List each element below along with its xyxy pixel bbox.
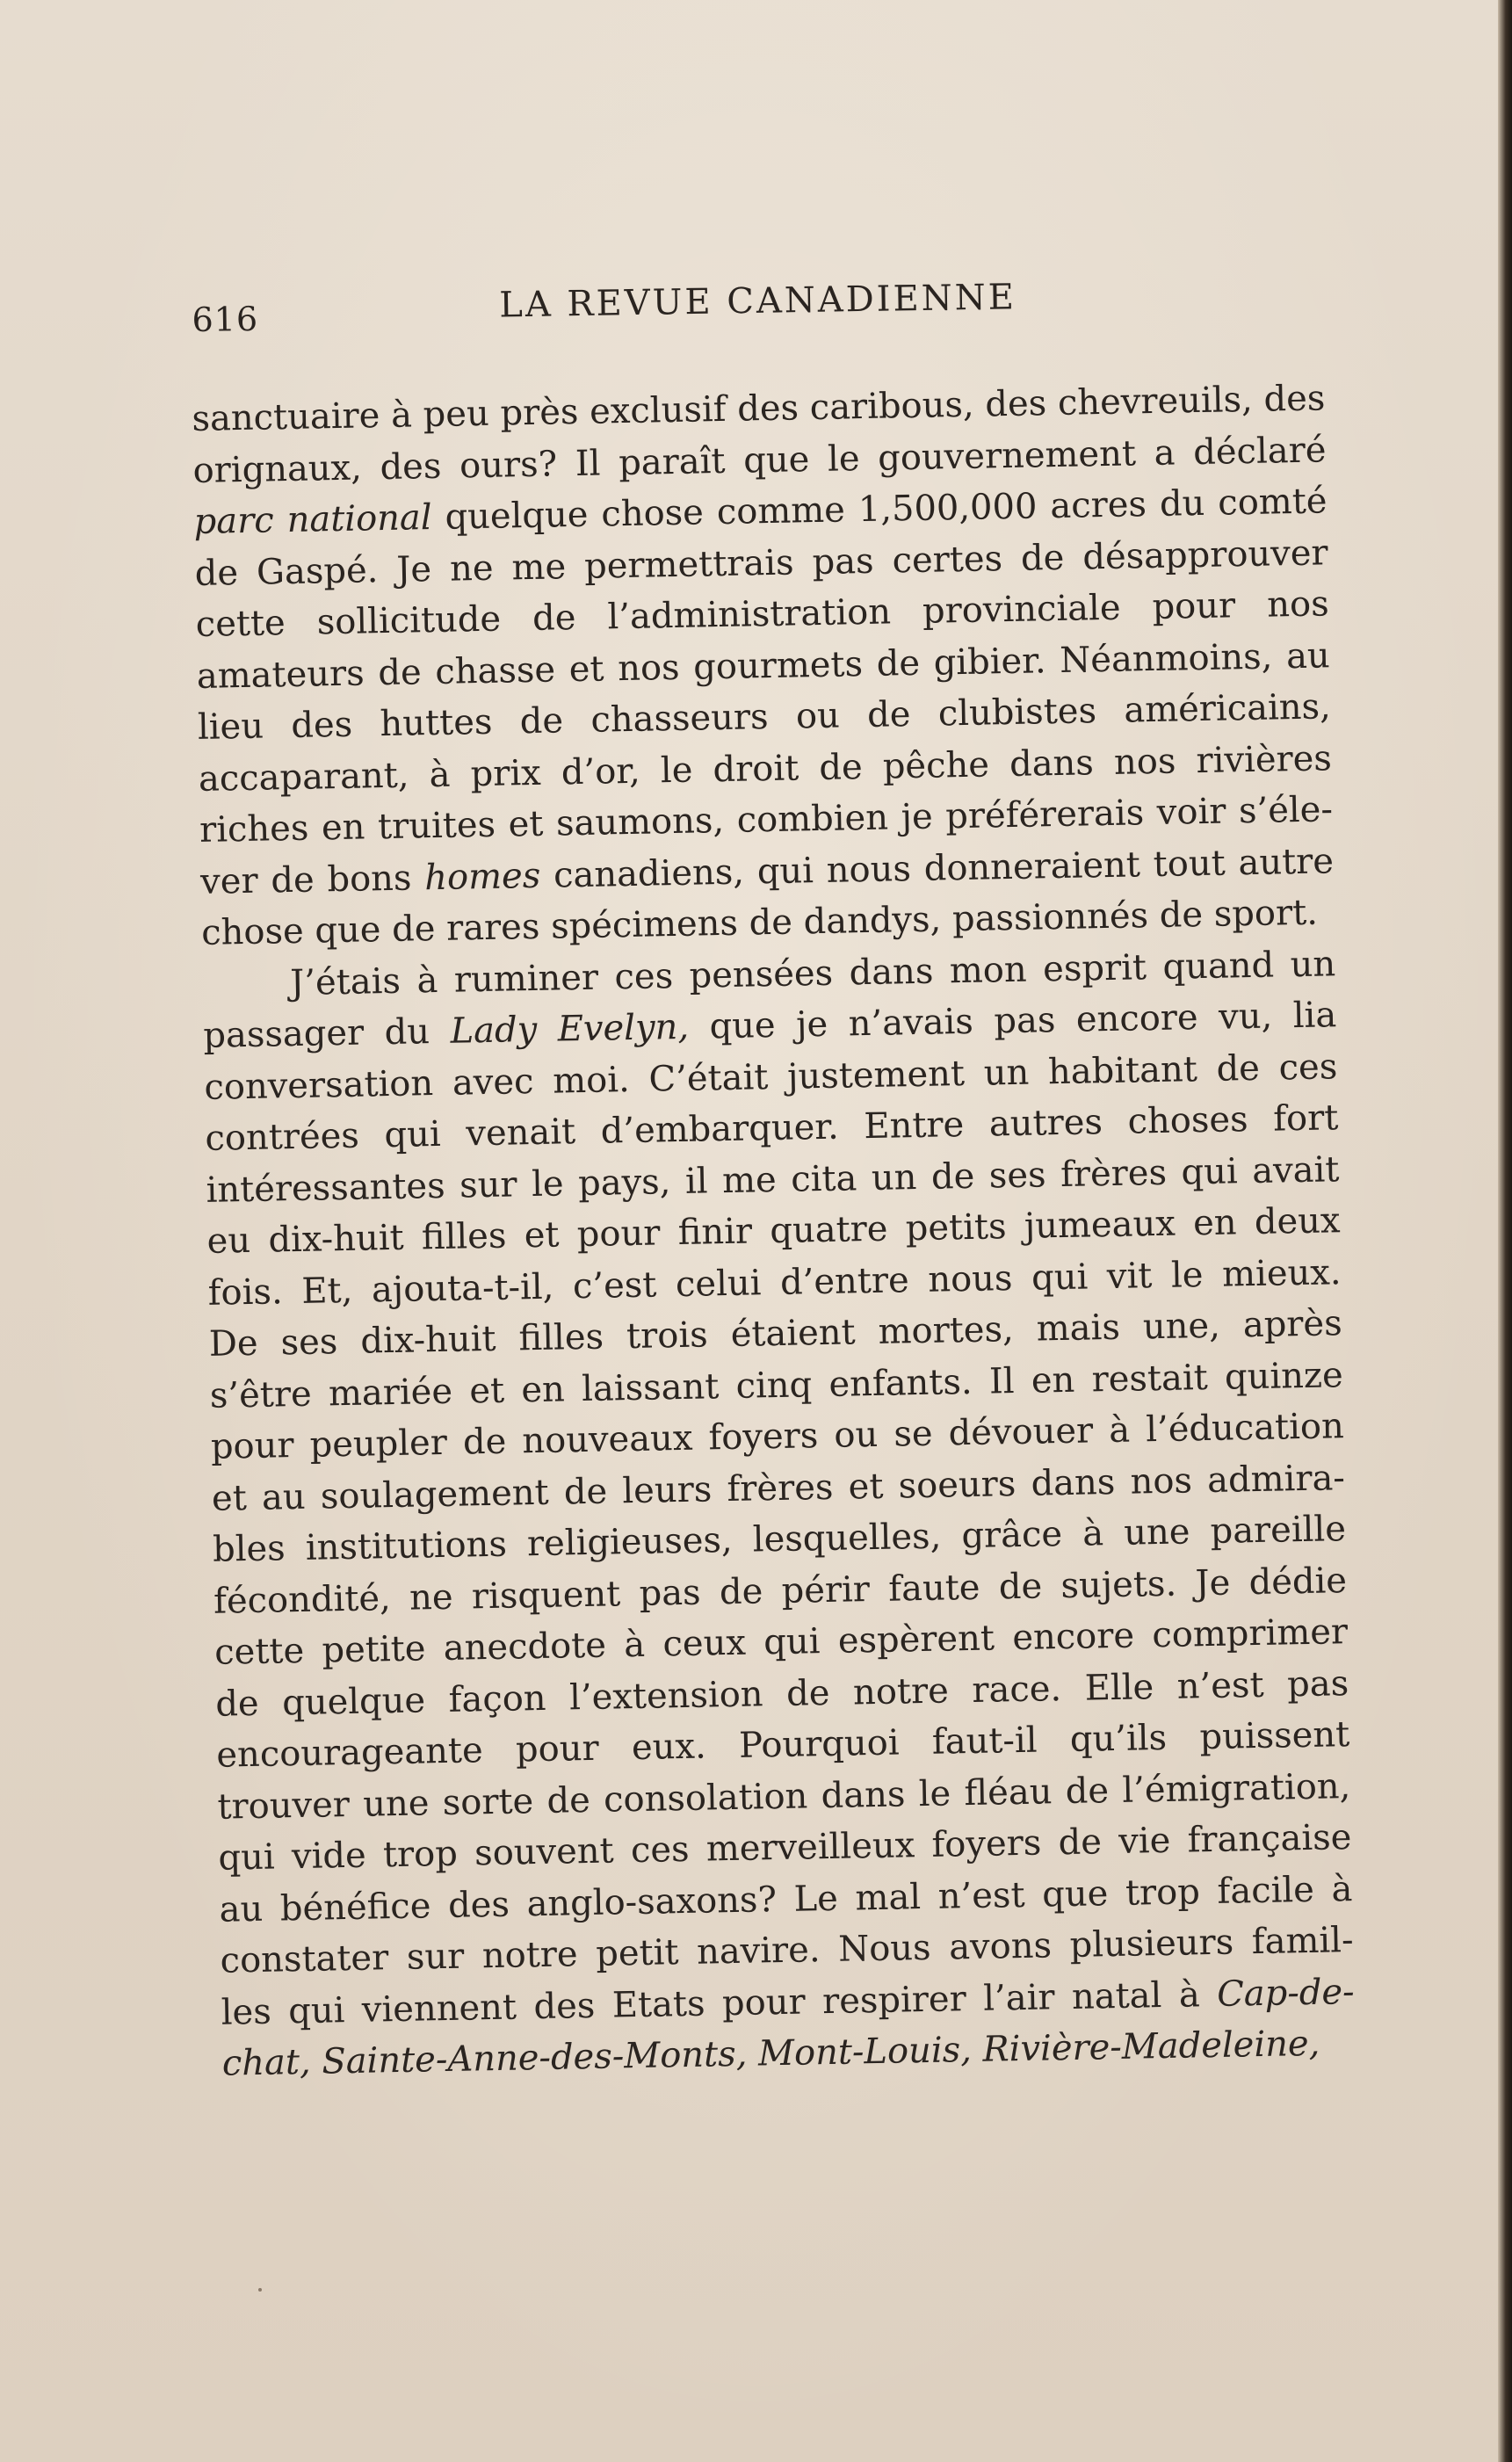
text-run: au bénéfice des anglo-saxons? Le mal n’est que trop facile à [219,1868,1353,1930]
text-run: fois. Et, ajouta-t-il, c’est celui d’entre nous qui vit le mieux. [207,1251,1342,1314]
italic-phrase: Cap-de- [1216,1971,1355,2015]
text-run: canadiens, qui nous donneraient tout autre [539,840,1335,896]
text-run: orignaux, des ours? Il paraît que le gouvernement a déclaré [192,429,1327,491]
text-run: cette sollicitude de l’administration provinciale pour nos [195,583,1330,645]
text-run: J’étais à ruminer ces pensées dans mon esprit quand un [289,943,1336,1003]
text-run: eu dix-huit filles et pour finir quatre petits jumeaux en deux [206,1200,1341,1262]
text-run: et au soulagement de leurs frères et soeurs dans nos admira- [211,1457,1346,1519]
book-spine-edge [1498,0,1512,2462]
running-head [192,272,1352,343]
text-run: chose que de rares spécimens de dandys, passionnés de sport. [200,892,1319,953]
text-run: quelque chose comme 1,500,000 acres du comté [431,481,1328,539]
italic-phrase: Lady Evelyn, [450,1006,690,1052]
text-run: de Gaspé. Je ne me permettrais pas certes de désapprouver [194,532,1328,594]
running-title: LA REVUE CANADIENNE [498,277,1017,326]
text-run: pour peupler de nouveaux foyers ou se dévouer à l’éducation [210,1406,1345,1467]
text-run: ver de bons [199,857,425,902]
text-run: constater sur notre petit navire. Nous avons plusieurs famil- [220,1920,1354,1981]
italic-phrase: parc national [193,497,433,542]
body-text [192,373,1356,2089]
text-run: conversation avec moi. C’était justement un habitant de ces [204,1046,1338,1108]
text-run: trouver une sorte de consolation dans le fléau de l’émigration, [217,1765,1351,1828]
text-run: lieu des huttes de chasseurs ou de clubistes américains, [197,686,1332,748]
text-run: bles institutions religieuses, lesquelles, grâce à une pareille [212,1509,1347,1570]
text-run: accaparant, à prix d’or, le droit de pêche dans nos rivières [198,737,1333,800]
italic-phrase: homes [423,855,541,898]
text-run: amateurs de chasse et nos gourmets de gibier. Néanmoins, au [196,634,1331,697]
text-run: s’être mariée et en laissant cinq enfants. Il en restait quinze [209,1354,1344,1416]
text-run: contrées qui venait d’embarquer. Entre autres choses fort [205,1097,1339,1159]
text-run: cette petite anecdote à ceux qui espèrent encore comprimer [213,1611,1349,1673]
text-run: les qui viennent des Etats pour respirer l’air natal à [221,1973,1218,2033]
text-run: sanctuaire à peu près exclusif des caribous, des chevreuils, des [192,378,1326,439]
page-number: 616 [192,299,259,339]
text-run: passager du [202,1010,452,1056]
text-run: intéressantes sur le pays, il me cita un de ses frères qui avait [206,1148,1340,1211]
text-run: de quelque façon l’extension de notre race. Elle n’est pas [214,1662,1349,1725]
italic-phrase: chat, Sainte-Anne-des-Monts, Mont-Louis, Rivière-Madeleine, [221,2023,1320,2084]
text-run: riches en truites et saumons, combien je préférerais voir s’éle- [199,789,1334,851]
text-run: que je n’avais pas encore vu, lia [688,995,1337,1047]
text-run: encourageante pour eux. Pourquoi faut-il qu’ils puissent [215,1714,1350,1776]
text-run: De ses dix-huit filles trois étaient mortes, mais une, après [208,1303,1343,1365]
paper-speck [258,2288,262,2292]
text-run: qui vide trop souvent ces merveilleux foyers de vie française [218,1817,1352,1879]
text-run: fécondité, ne risquent pas de périr faute de sujets. Je dédie [213,1560,1348,1622]
